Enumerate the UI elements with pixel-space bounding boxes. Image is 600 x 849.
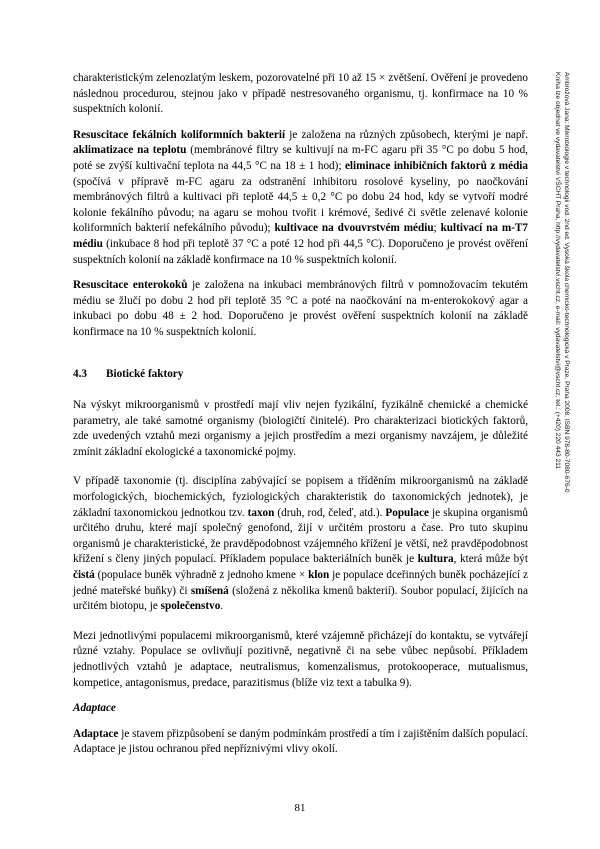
section-title: Biotické faktory <box>106 367 184 380</box>
term-culture: kultura <box>417 553 454 566</box>
term-adaptation: Adaptace <box>73 727 119 740</box>
paragraph-enterococci-resuscitation <box>73 278 528 340</box>
paragraph-taxonomy <box>73 474 528 614</box>
term-taxon: taxon <box>247 506 275 519</box>
text-segment: je založena na inkubaci membránových filtrů v pomnožovacím tekutém médiu se žlučí po dobu 2 hod při teplotě 35 °C a poté na naočkování na m-enterokokový agar a inkubaci po dobu 48 ± 2 hod. Doporučeno je provést ověření suspektních kolonií na základě konfirmace na 10 % suspektních kolonií. <box>73 279 529 338</box>
term-mt7-medium: kultivací na m-T7 médiu <box>73 222 528 250</box>
vertical-citation-sidebar <box>553 72 571 632</box>
text-segment: (spočívá v přípravě m-FC agaru za odstranění inhibitoru rosolové kyseliny, po naočkování membránových filtrů a kultivaci při teplotě 44,5 ± 0,2 °C po dobu 24 hod, kdy se vytvoří modré kolonie fekálního původu; na agaru se mohou tvořit i krémové, šedivé či světle zelenavé kolonie koliformních bakterií nefekálního původu); <box>73 175 528 235</box>
term-mixed: smíšená <box>190 584 229 597</box>
term-pure: čistá <box>73 569 95 582</box>
text-segment: (druh, rod, čeleď, atd.). <box>274 506 386 519</box>
text-segment: je skupina organismů určitého druhu, které mají společný genofond, žijí v určitém prostoru a čase. Pro tuto skupinu organismů je charakteristické, že pravděpodobnost vzájemného křížení je větší, než pravděpodobnost křížení s členy jiných populací. Příkladem populace bakteriálních buněk je <box>73 506 528 566</box>
paragraph-biotic-intro: Na výskyt mikroorganismů v prostředí mají vliv nejen fyzikální, fyzikálně chemické a chemické parametry, ale také samotné organismy (biologičtí činitelé). Pro charakterizaci biotických faktorů, zde uvedených vztahů mezi organismy a jejich prostředím a mezi organismy navzájem, je důležité zmínit základní ekologické a taxonomické pojmy. <box>73 399 528 458</box>
page-number: 81 <box>294 802 306 814</box>
section-heading <box>73 367 528 383</box>
paragraph-fecal-coliform-resuscitation <box>73 128 528 268</box>
term-clone: klon <box>308 569 330 582</box>
text-segment: je založena na různých způsobech, kterými je např. <box>285 128 529 141</box>
text-segment: je populace dceřinných buněk pocházející z jedné mateřské buňky) či <box>73 569 528 597</box>
page-body <box>73 71 528 768</box>
text-segment: (populace buněk výhradně z jednoho kmene × <box>94 569 309 582</box>
term-fecal-coliform-resuscitation: Resuscitace fekálních koliformních bakterií <box>73 128 286 141</box>
text-segment: V případě taxonomie (tj. disciplína zabývající se popisem a tříděním mikroorganismů na základě morfologických, biochemických, fyziologických charakteristik do taxonomických jednotek), je základní taxonomickou jednotkou tzv. <box>73 475 528 519</box>
text-segment: (membránové filtry se kultivují na m-FC agaru při 35 °C po dobu 5 hod, poté se zvýší kultivační teplota na 44,5 °C na 18 ± 1 hod); <box>73 144 528 172</box>
text-segment: ; <box>433 222 441 235</box>
order-info-line: Kniha lze objednat ve vydavatelství VŠCHT Praha, http://vydavatelstvi.vscht.cz, e-mail: vydavatelstvi@vscht.cz, tel.: (+420) 220 443 211 <box>554 72 561 469</box>
term-two-layer-medium: kultivace na dvouvrstvém médiu <box>274 222 434 235</box>
text-segment: (složená z několika kmenů bakterií). Soubor populací, žijících na určitém biotopu, je <box>73 584 528 613</box>
term-community: společenstvo <box>160 600 221 613</box>
paragraph-population-relations: Mezi jednotlivými populacemi mikroorganismů, které vzájemně přicházejí do kontaktu, se vytvářejí různé vztahy. Populace se ovlivňují pozitivně, negativně či na sebe vůbec nepůsobí. Příkladem jednotlivých vztahů je adaptace, neutralismus, komenzalismus, protokooperace, mutualismus, kompetice, antagonismus, predace, parazitismus (blíže viz text a tabulka 9). <box>73 629 528 689</box>
term-population: Populace <box>385 506 429 519</box>
paragraph-adaptation <box>73 727 528 758</box>
text-segment: , která může být <box>453 553 528 566</box>
paragraph-confirmation: charakteristickým zelenozlatým leskem, pozorovatelné při 10 až 15 × zvětšení. Ověření je provedeno následnou procedurou, stejnou jako v případě nestresovaného organismu, tj. konfirmace na 10 % suspektních kolonií. <box>73 72 528 116</box>
subsection-heading-adaptation: Adaptace <box>73 702 116 715</box>
text-segment: . <box>220 600 224 613</box>
term-enterococci-resuscitation: Resuscitace enterokoků <box>73 279 188 292</box>
term-elimination-inhibitors: eliminace inhibičních faktorů z média <box>344 159 528 172</box>
text-segment: (inkubace 8 hod při teplotě 37 °C a poté 12 hod při 44,5 °C). Doporučeno je provést ověření suspektních kolonií na základě konfirmace na 10 % suspektních kolonií. <box>73 237 528 266</box>
text-segment: je stavem přizpůsobení se daným podmínkám prostředí a tím i zajištěním dalších populací. Adaptace je jistou ochranou před nepříznivými vlivy okolí. <box>73 727 528 756</box>
section-number: 4.3 <box>73 367 87 380</box>
term-temperature-acclimatization: aklimatizace na teplotu <box>73 144 187 157</box>
citation-line: Ambrožová Jana: Mikrobiologie v technologii vod. 2nd ed. Vysoká škola chemicko-technologická v Praze, Praha 2008, ISBN 978-80-7080-676-0 <box>563 72 570 493</box>
